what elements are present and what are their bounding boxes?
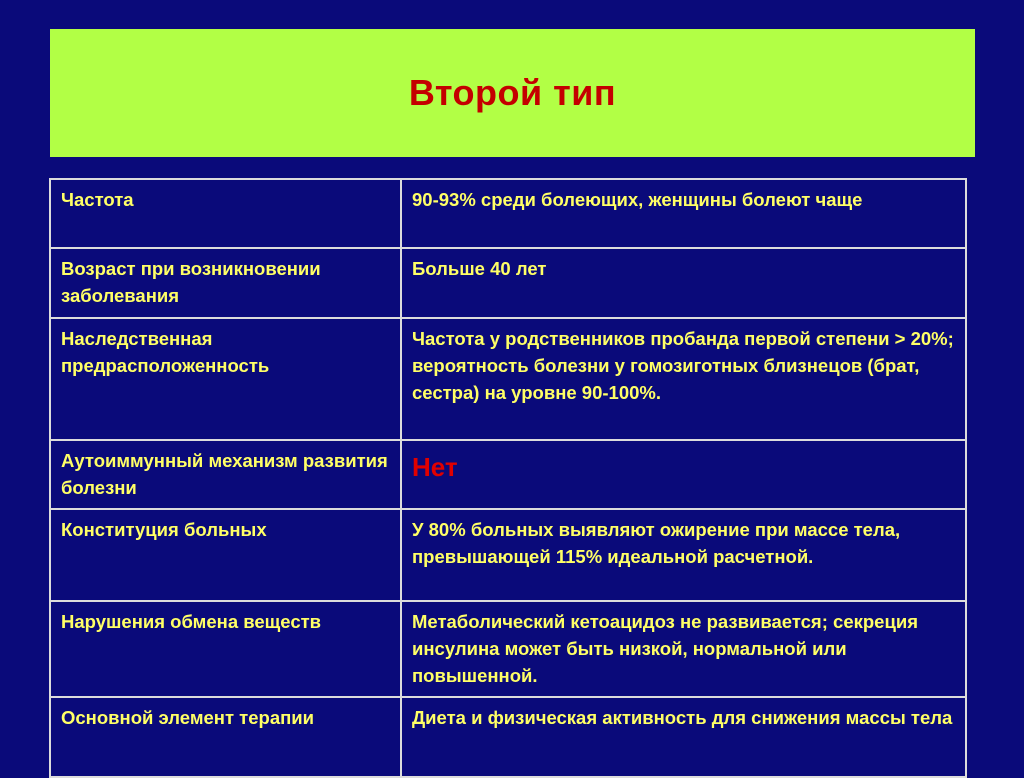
- row-label-onset-age: Возраст при возникновении заболевания: [50, 248, 401, 318]
- row-label-heredity: Наследственная предрасположенность: [50, 318, 401, 440]
- row-label-constitution: Конституция больных: [50, 509, 401, 601]
- row-label-metabolism: Нарушения обмена веществ: [50, 601, 401, 697]
- row-value-metabolism: Метаболический кетоацидоз не развивается; секреция инсулина может быть низкой, нормальной или повышенной.: [401, 601, 966, 697]
- properties-table: [49, 178, 967, 778]
- table-row: [50, 440, 966, 509]
- row-value-autoimmune: Нет: [401, 440, 966, 509]
- row-label-autoimmune: Аутоиммунный механизм развития болезни: [50, 440, 401, 509]
- table-row: [50, 179, 966, 248]
- title-banner: [50, 29, 975, 157]
- row-label-frequency: Частота: [50, 179, 401, 248]
- table-row: [50, 509, 966, 601]
- row-value-constitution: У 80% больных выявляют ожирение при массе тела, превышающей 115% идеальной расчетной.: [401, 509, 966, 601]
- table-row: [50, 318, 966, 440]
- row-label-therapy: Основной элемент терапии: [50, 697, 401, 777]
- row-value-therapy: Диета и физическая активность для снижения массы тела: [401, 697, 966, 777]
- row-value-onset-age: Больше 40 лет: [401, 248, 966, 318]
- row-value-frequency: 90-93% среди болеющих, женщины болеют чаще: [401, 179, 966, 248]
- table-row: [50, 601, 966, 697]
- slide-title: Второй тип: [408, 72, 617, 113]
- row-value-heredity: Частота у родственников пробанда первой степени > 20%; вероятность болезни у гомозиготных близнецов (брат, сестра) на уровне 90-100%.: [401, 318, 966, 440]
- table-row: [50, 248, 966, 318]
- table-row: [50, 697, 966, 777]
